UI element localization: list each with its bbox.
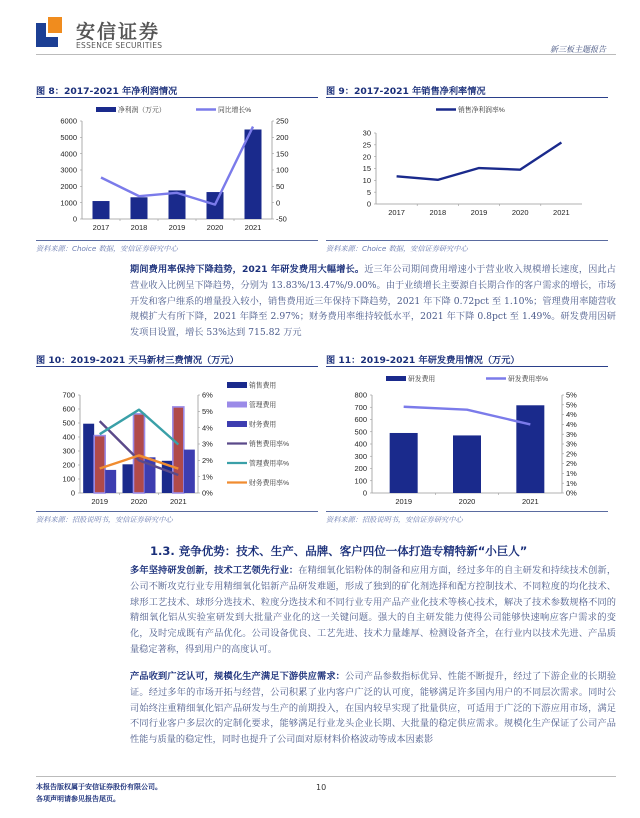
svg-text:300: 300 xyxy=(62,446,75,456)
figure-source: 资料来源：Choice 数据，安信证券研究中心 xyxy=(36,240,318,254)
svg-text:2021: 2021 xyxy=(169,497,187,505)
svg-text:2019: 2019 xyxy=(168,223,186,232)
svg-text:2019: 2019 xyxy=(395,497,413,505)
svg-text:同比增长%: 同比增长% xyxy=(218,107,252,114)
svg-text:50: 50 xyxy=(276,181,285,191)
svg-text:-50: -50 xyxy=(276,214,287,224)
svg-text:100: 100 xyxy=(276,165,289,175)
svg-text:1%: 1% xyxy=(202,472,213,482)
footer-divider xyxy=(36,776,616,777)
svg-text:2%: 2% xyxy=(566,449,577,459)
svg-text:2020: 2020 xyxy=(458,497,476,505)
figure-9 xyxy=(326,83,608,255)
svg-text:250: 250 xyxy=(276,116,289,126)
svg-text:0: 0 xyxy=(70,488,75,498)
svg-text:2%: 2% xyxy=(566,459,577,469)
svg-text:20: 20 xyxy=(362,152,371,162)
paragraph-expenses xyxy=(130,262,616,341)
svg-text:2017: 2017 xyxy=(92,223,110,232)
svg-text:2017: 2017 xyxy=(388,208,405,217)
figure-source: 资料来源：招股说明书，安信证券研究中心 xyxy=(326,511,608,525)
svg-text:5000: 5000 xyxy=(60,132,77,142)
disclaimer-line: 各项声明请参见报告尾页。 xyxy=(36,794,120,803)
figure-source: 资料来源：Choice 数据，安信证券研究中心 xyxy=(326,240,608,254)
svg-text:5%: 5% xyxy=(566,400,577,410)
svg-text:1%: 1% xyxy=(566,469,577,478)
brand-name-cn: 安信证券 xyxy=(76,21,161,43)
page-number: 10 xyxy=(316,783,327,792)
figure-title: 图 8：2017-2021 年净利润情况 xyxy=(36,83,318,98)
svg-text:4%: 4% xyxy=(202,423,213,433)
svg-text:4%: 4% xyxy=(566,420,577,429)
svg-text:0%: 0% xyxy=(566,488,577,498)
figure-8 xyxy=(36,83,318,255)
svg-text:销售净利润率%: 销售净利润率% xyxy=(458,107,505,114)
svg-text:100: 100 xyxy=(62,474,75,484)
figure-title: 图 11：2019-2021 年研发费用情况（万元） xyxy=(326,352,608,367)
svg-text:300: 300 xyxy=(354,451,367,461)
svg-text:6%: 6% xyxy=(202,390,213,400)
svg-text:4%: 4% xyxy=(566,410,577,420)
paragraph-rd-innovation xyxy=(130,563,616,658)
figure-title: 图 9：2017-2021 年销售净利率情况 xyxy=(326,83,608,98)
svg-text:2000: 2000 xyxy=(60,181,77,191)
svg-text:2018: 2018 xyxy=(130,223,148,232)
svg-text:500: 500 xyxy=(354,427,367,437)
svg-text:2020: 2020 xyxy=(206,223,224,232)
svg-text:5%: 5% xyxy=(202,406,213,416)
svg-text:10: 10 xyxy=(362,175,371,185)
svg-text:管理费用: 管理费用 xyxy=(249,402,277,409)
svg-text:800: 800 xyxy=(354,390,367,400)
paragraph-body: 公司产品参数指标优异、性能不断提升，经过了下游企业的长期验证。经过多年的市场开拓与经营，公司积累了业内客户广泛的认可度，能够满足许多国内用户的不同层次需求。同时公司始终注重精细氧化铝产品研发与生产的前期投入，在国内较早实现了批量供应，可适用于广泛的下游应用市场，满足不同行业客户多层次的定制化要求，能够满足行业龙头企业长期、大批量的稳定供应需求。规模化生产保证了公司产品性能与质量的稳定性，同时也提升了公司面对原材料价格波动等成本因素影 xyxy=(130,671,617,746)
svg-text:700: 700 xyxy=(62,390,75,400)
figure-source: 资料来源：招股说明书，安信证券研究中心 xyxy=(36,511,318,525)
svg-text:3%: 3% xyxy=(566,429,577,439)
svg-text:1000: 1000 xyxy=(60,198,77,208)
copyright-line: 本报告版权属于安信证券股份有限公司。 xyxy=(36,782,162,791)
paragraph-lead: 产品收到广泛认可，规模化生产满足下游供应需求： xyxy=(130,671,346,682)
footer-disclaimer xyxy=(36,781,162,805)
svg-text:150: 150 xyxy=(276,149,289,159)
paragraph-product-recognition xyxy=(130,669,616,748)
svg-text:200: 200 xyxy=(354,464,367,474)
chart-rd-expense xyxy=(326,370,608,505)
paragraph-lead: 多年坚持研发创新，技术工艺领先行业： xyxy=(130,565,299,576)
svg-text:财务费用率%: 财务费用率% xyxy=(249,480,290,487)
svg-text:研发费用: 研发费用 xyxy=(408,376,436,383)
svg-text:30: 30 xyxy=(362,128,371,138)
paragraph-body: 近三年公司期间费用增速小于营业收入规模增长速度，因此占营业收入比例呈下降趋势，分别为 13.83%/13.47%/9.00%。由于业绩增长主要源自长期合作的客户需求的增长，市场开发和客户维系的增量投入较小，销售费用近三年保持下降趋势，2021 年下降 0.72pct 至 1.10%；管理费用率随营收规模扩大有所下降，2021 年降至 2.97%；财务费用率维持较低水平，2021 年下降 0.8pct 至 1.49%。研发费用因研发项目设置，增长 53%达到 715.82 万元 xyxy=(130,264,616,339)
figure-10 xyxy=(36,352,318,524)
svg-text:2%: 2% xyxy=(202,455,213,465)
svg-text:销售费用率%: 销售费用率% xyxy=(249,441,290,448)
svg-text:2020: 2020 xyxy=(130,497,148,505)
svg-text:0: 0 xyxy=(72,214,77,224)
svg-text:400: 400 xyxy=(354,439,367,449)
figure-title: 图 10：2019-2021 天马新材三费情况（万元） xyxy=(36,352,318,367)
svg-text:200: 200 xyxy=(62,460,75,470)
svg-text:3000: 3000 xyxy=(60,165,77,175)
svg-text:2018: 2018 xyxy=(429,208,447,217)
svg-text:0%: 0% xyxy=(202,488,213,498)
svg-text:2021: 2021 xyxy=(521,497,539,505)
chart-three-expenses xyxy=(36,370,318,505)
svg-text:6000: 6000 xyxy=(60,116,77,126)
section-title: 1.3. 竞争优势：技术、生产、品牌、客户四位一体打造专精特新“小巨人” xyxy=(150,544,528,558)
essence-logo-icon xyxy=(36,17,66,49)
svg-text:0: 0 xyxy=(362,488,367,498)
svg-text:财务费用: 财务费用 xyxy=(249,421,277,429)
svg-text:2021: 2021 xyxy=(553,208,570,217)
svg-text:2019: 2019 xyxy=(470,208,488,217)
svg-text:5%: 5% xyxy=(566,390,577,400)
chart-net-margin xyxy=(326,101,608,236)
svg-text:2021: 2021 xyxy=(244,223,262,232)
chart-net-profit xyxy=(36,101,318,236)
svg-text:700: 700 xyxy=(354,402,367,412)
report-type: 新三板主题报告 xyxy=(550,45,606,54)
svg-text:管理费用率%: 管理费用率% xyxy=(249,460,290,468)
svg-text:600: 600 xyxy=(354,415,367,425)
paragraph-body: 在精细氧化铝粉体的制备和应用方面，经过多年的自主研发和持续技术创新，公司不断攻克行业专用精细氧化铝新产品研发难题，形成了独到的矿化剂选择和配方控制技术、不同粒度的均化技术、球形工艺技术、球形分选技术、粒度分选技术和不同行业专用产品产业化技术等核心技术，解决了技术参数规格不同的精细氧化铝从实验室研发到大批量产业化的这一关键问题。强大的自主研发能力使得公司能够快速响应客户需求的变化，及时完成既有产品优化。公司设备优良、工艺先进、技术力量雄厚、检测设备齐全，在行业内以技术先进、产品质量稳定著称，得到用户的高度认可。 xyxy=(130,565,617,655)
brand-name-en: ESSENCE SECURITIES xyxy=(76,41,163,50)
svg-text:500: 500 xyxy=(62,418,75,428)
svg-text:0: 0 xyxy=(276,198,281,208)
svg-text:净利润（万元）: 净利润（万元） xyxy=(118,107,166,114)
header-divider xyxy=(36,54,616,55)
svg-text:100: 100 xyxy=(354,476,367,486)
svg-text:研发费用率%: 研发费用率% xyxy=(508,376,549,383)
svg-text:3%: 3% xyxy=(202,439,213,449)
svg-text:2020: 2020 xyxy=(511,208,529,217)
svg-text:15: 15 xyxy=(362,164,371,174)
svg-text:0: 0 xyxy=(366,199,371,209)
svg-text:200: 200 xyxy=(276,132,289,142)
svg-text:400: 400 xyxy=(62,432,75,442)
svg-text:5: 5 xyxy=(366,187,371,197)
paragraph-lead: 期间费用率保持下降趋势，2021 年研发费用大幅增长。 xyxy=(130,264,365,275)
svg-text:2019: 2019 xyxy=(91,497,109,505)
svg-text:25: 25 xyxy=(362,140,371,150)
svg-text:1%: 1% xyxy=(566,478,577,488)
page-header xyxy=(0,0,640,56)
svg-text:600: 600 xyxy=(62,404,75,414)
svg-text:3%: 3% xyxy=(566,439,577,449)
figure-11 xyxy=(326,352,608,524)
svg-text:4000: 4000 xyxy=(60,149,77,159)
svg-text:销售费用: 销售费用 xyxy=(249,382,277,390)
